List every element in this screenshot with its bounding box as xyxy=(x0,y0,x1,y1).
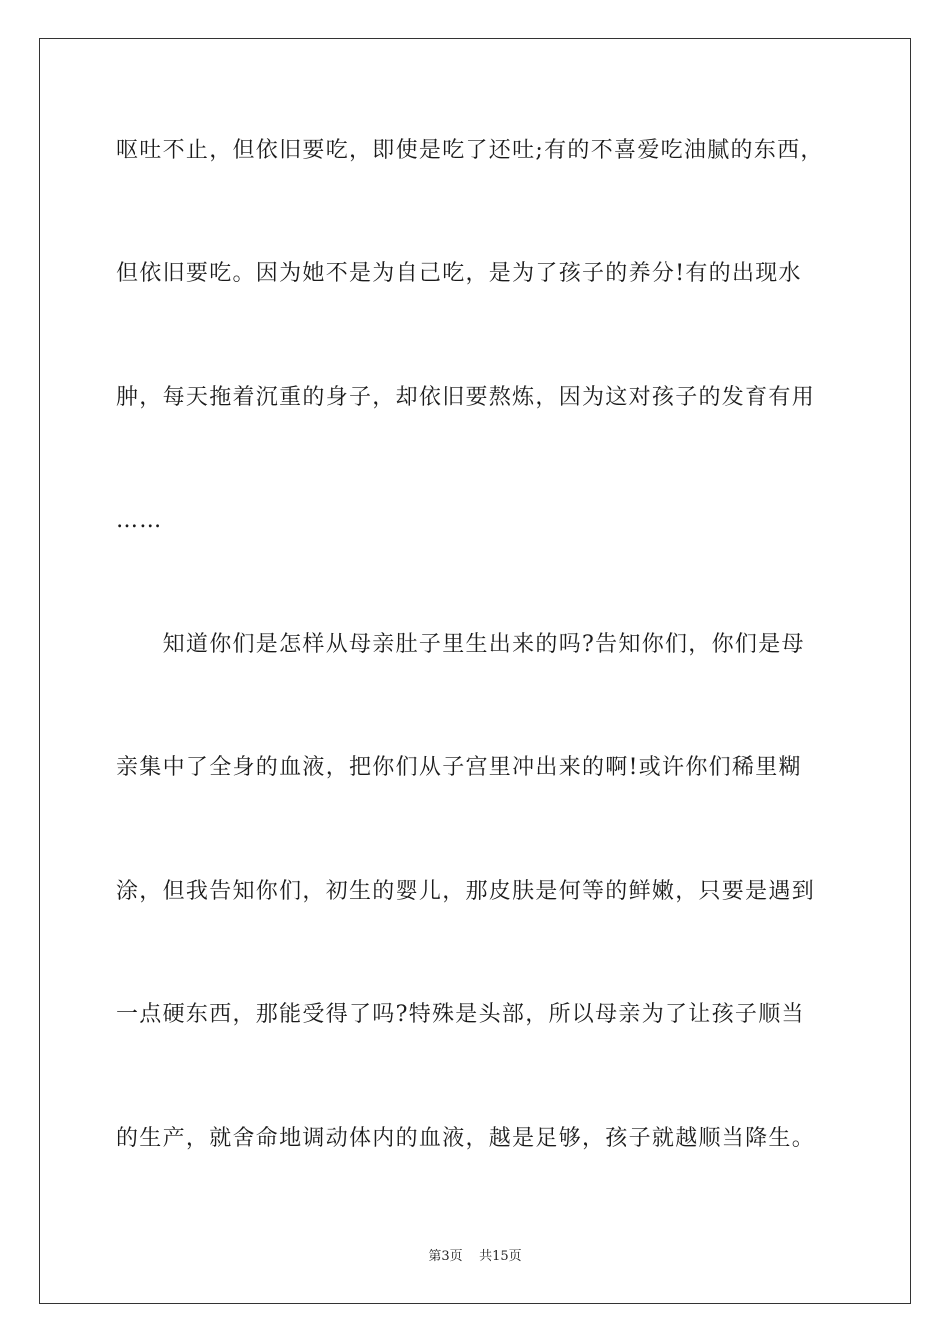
page-number: 第3页 xyxy=(428,1249,463,1264)
text-line-8: 一点硬东西，那能受得了吗?特殊是头部，所以母亲为了让孩子顺当 xyxy=(116,1002,805,1027)
page-total: 共15页 xyxy=(479,1249,522,1264)
text-line-6: 亲集中了全身的血液，把你们从子宫里冲出来的啊!或许你们稀里糊 xyxy=(116,755,802,780)
text-line-7: 涂，但我告知你们，初生的婴儿，那皮肤是何等的鲜嫩，只要是遇到 xyxy=(116,879,816,904)
page-border xyxy=(39,38,911,1304)
text-line-3: 肿，每天拖着沉重的身子，却依旧要熬炼，因为这对孩子的发育有用 xyxy=(116,385,816,410)
text-line-5: 知道你们是怎样从母亲肚子里生出来的吗?告知你们，你们是母 xyxy=(116,632,805,657)
text-line-4: …… xyxy=(116,508,163,533)
text-line-2: 但依旧要吃。因为她不是为自己吃，是为了孩子的养分!有的出现水 xyxy=(116,261,802,286)
text-line-1: 呕吐不止，但依旧要吃，即使是吃了还吐;有的不喜爱吃油腻的东西， xyxy=(116,138,824,163)
page-footer xyxy=(0,1249,950,1265)
text-line-9: 的生产，就舍命地调动体内的血液，越是足够，孩子就越顺当降生。 xyxy=(116,1126,816,1151)
